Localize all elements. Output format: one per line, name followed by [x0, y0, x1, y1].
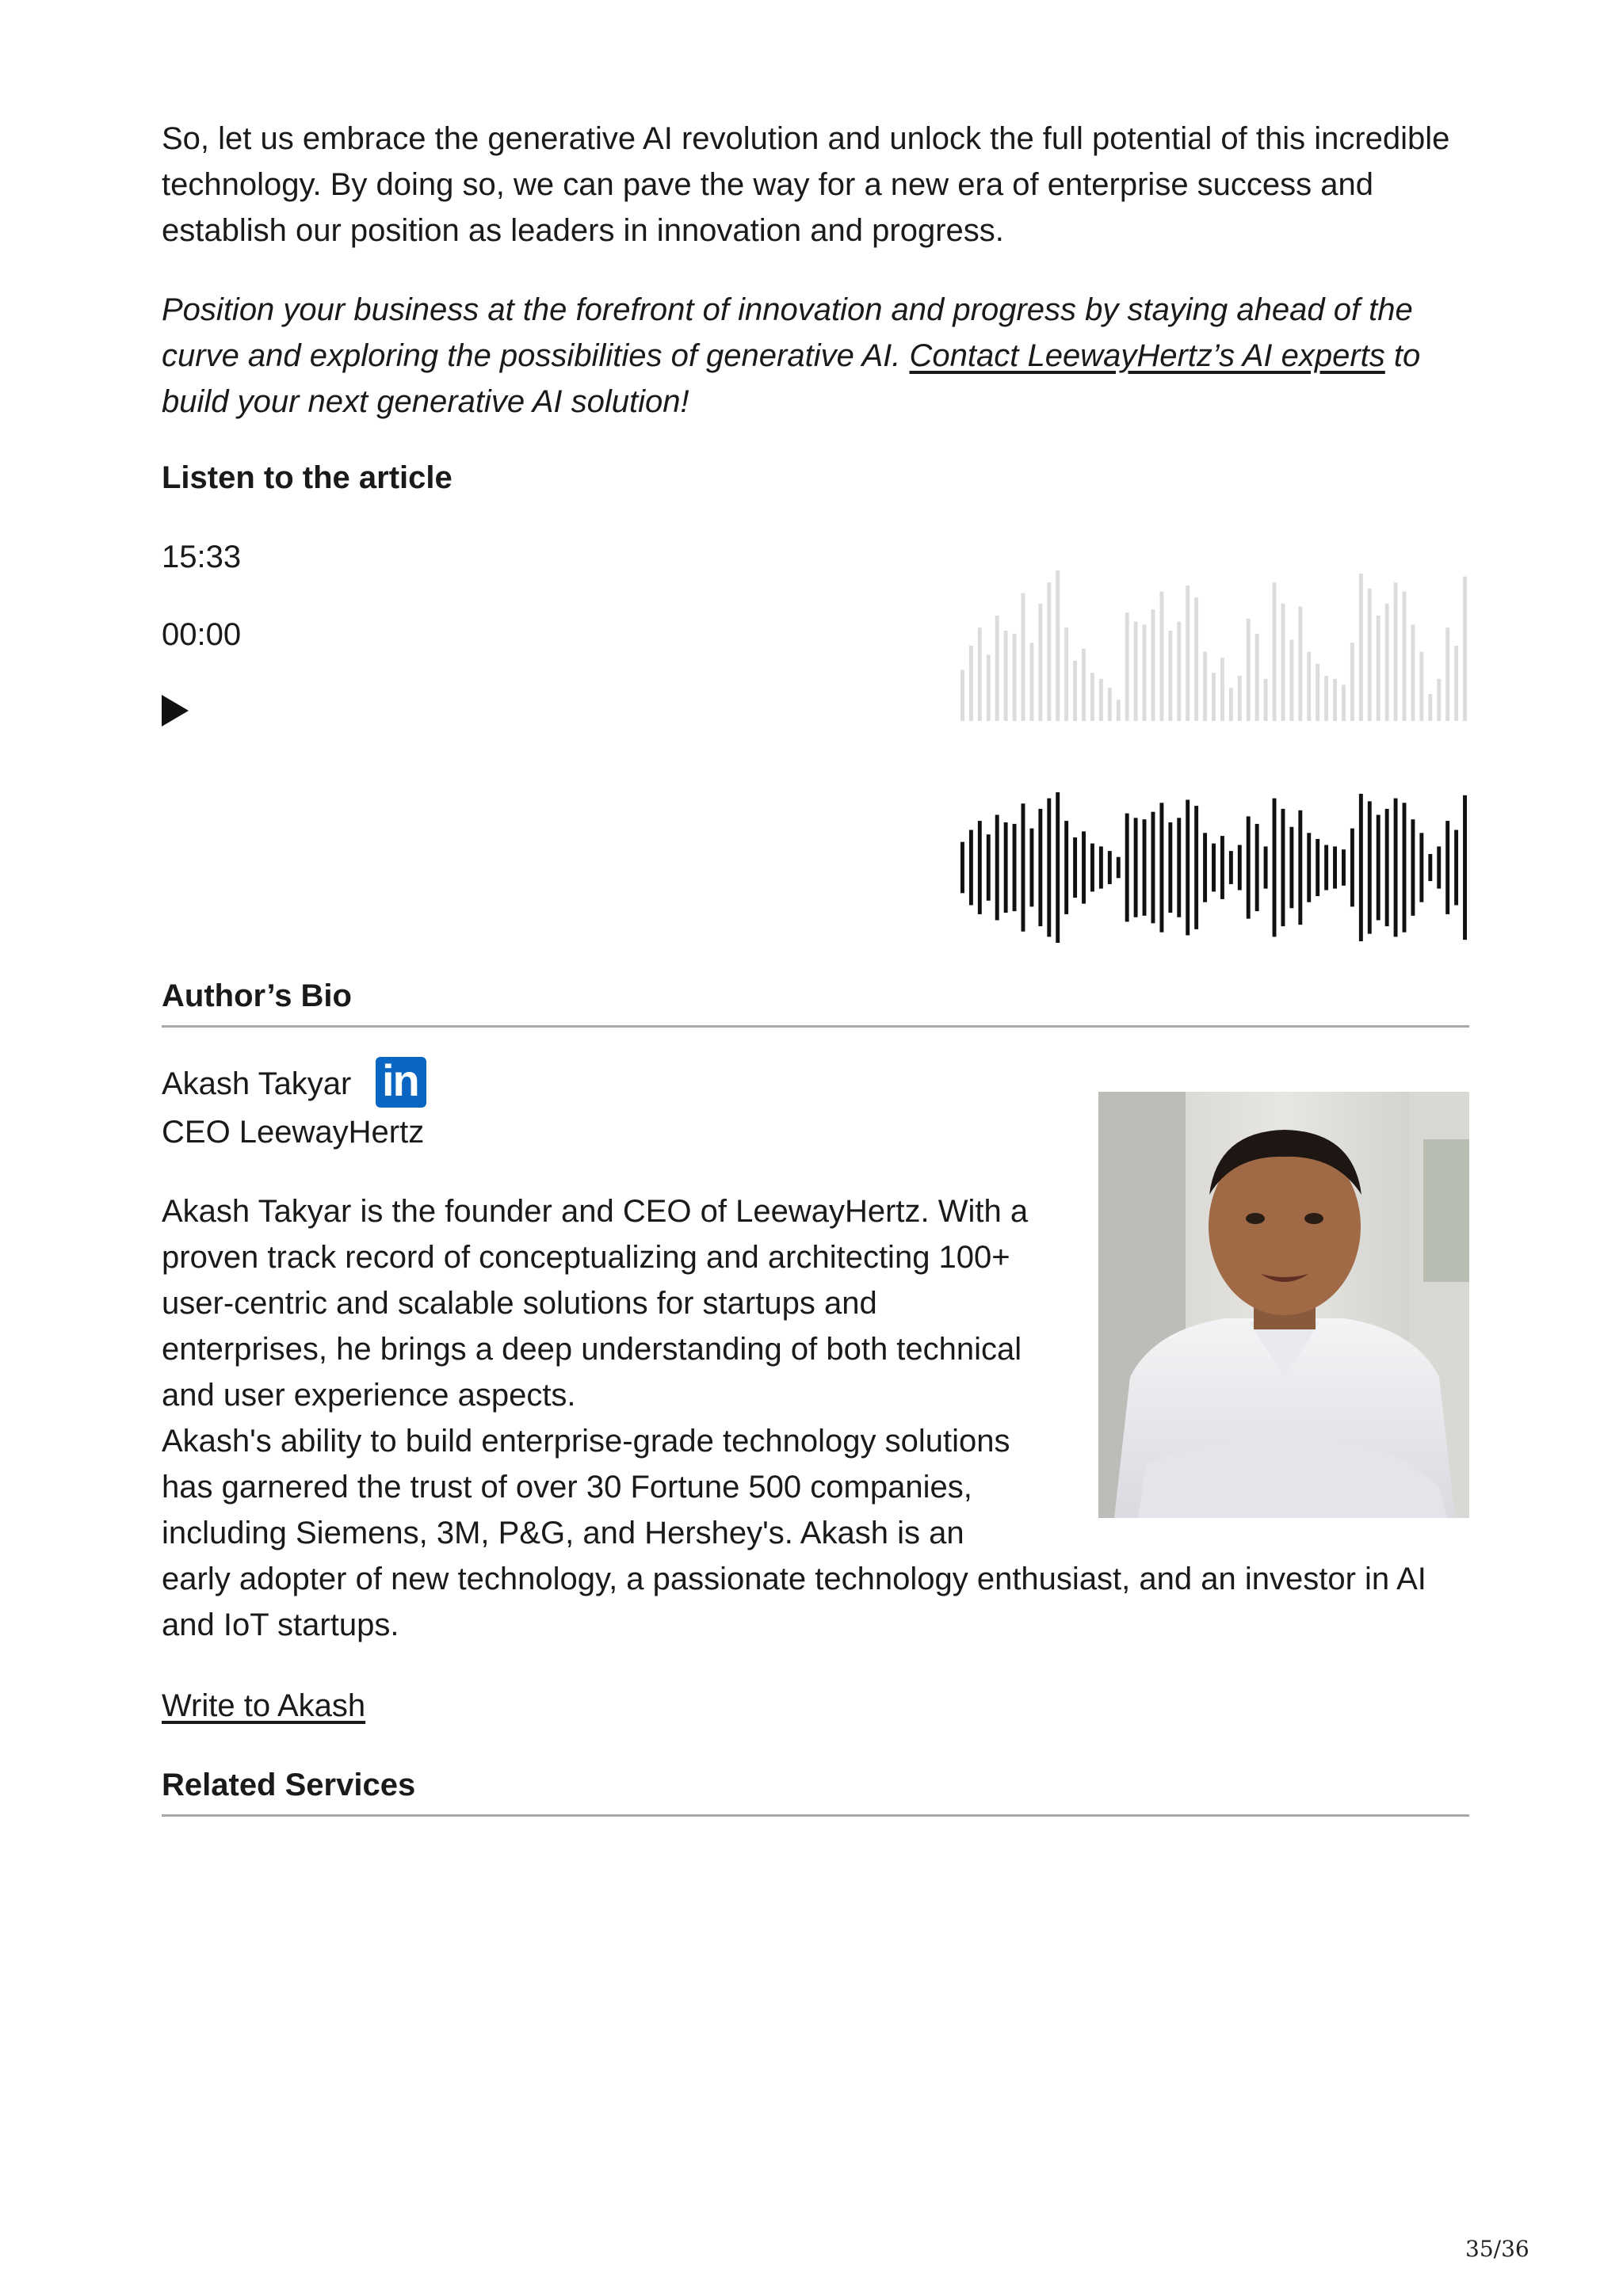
waveform-bar — [1029, 829, 1033, 907]
waveform-bar — [1342, 849, 1346, 886]
waveform-bar — [1247, 816, 1251, 918]
contact-experts-link[interactable]: Contact LeewayHertz’s AI experts — [909, 338, 1385, 373]
waveform-reflection-bar — [1437, 679, 1441, 721]
waveform-reflection-bar — [1264, 679, 1268, 721]
waveform-bar — [1004, 822, 1008, 913]
play-icon — [162, 695, 189, 727]
waveform-bar — [1273, 799, 1277, 937]
waveform-bar — [1134, 818, 1138, 917]
waveform-reflection-bar — [1064, 627, 1068, 721]
waveform-bar — [1454, 830, 1458, 906]
waveform-bar — [1194, 806, 1198, 929]
waveform-reflection-bar — [1047, 582, 1051, 721]
waveform-bar — [1298, 810, 1302, 925]
waveform-reflection-bar — [1359, 574, 1363, 721]
waveform-reflection-bar — [1428, 694, 1432, 721]
waveform-reflection-bar — [1229, 688, 1233, 721]
waveform-reflection-bar — [1212, 673, 1216, 721]
waveform-bar — [1212, 844, 1216, 892]
waveform-bar — [1385, 809, 1389, 926]
waveform-reflection-bar — [1099, 679, 1103, 721]
waveform-reflection-bar — [1108, 688, 1112, 721]
waveform-bar — [1437, 846, 1441, 888]
waveform-reflection-bar — [1403, 592, 1407, 721]
waveform-reflection-bar — [1273, 582, 1277, 721]
page-number: 35/36 — [1465, 2236, 1529, 2262]
waveform-reflection-bar — [1143, 624, 1147, 721]
waveform-reflection-bar — [1056, 570, 1060, 721]
waveform-bar — [1419, 833, 1423, 902]
waveform-reflection-bar — [1419, 652, 1423, 721]
waveform-reflection-graphic — [958, 563, 1469, 721]
waveform-graphic — [958, 788, 1469, 947]
waveform-reflection-bar — [1350, 643, 1354, 721]
waveform-reflection-bar — [1342, 685, 1346, 721]
waveform-reflection-bar — [978, 627, 982, 721]
author-bio-heading: Author’s Bio — [162, 978, 352, 1013]
waveform-bar — [1090, 844, 1094, 892]
waveform-bar — [1289, 827, 1293, 909]
waveform-bar — [1377, 815, 1381, 921]
waveform-reflection-bar — [1445, 627, 1449, 721]
waveform-reflection-bar — [1022, 593, 1025, 722]
waveform-reflection-bar — [1134, 622, 1138, 721]
related-services-divider — [162, 1814, 1469, 1817]
author-bio-paragraph-2: Akash's ability to build enterprise-grade technology solutions has garnered the trust of over 30 Fortune 500 companies, including Siemens, 3M, P&G, and Hershey's. Akash is an — [162, 1424, 1010, 1550]
waveform-bar — [1264, 846, 1268, 888]
waveform-bar — [1117, 857, 1121, 879]
audio-waveform[interactable] — [958, 788, 1469, 947]
waveform-bar — [987, 834, 991, 901]
waveform-bar — [1255, 824, 1259, 911]
waveform-bar — [1359, 794, 1363, 941]
waveform-reflection — [958, 563, 1469, 721]
waveform-bar — [1082, 831, 1086, 903]
waveform-bar — [1220, 836, 1224, 899]
waveform-reflection-bar — [1029, 643, 1033, 721]
waveform-reflection-bar — [1013, 634, 1017, 721]
waveform-bar — [1229, 851, 1233, 884]
waveform-bar — [1281, 809, 1285, 926]
waveform-bar — [1186, 800, 1190, 936]
waveform-reflection-bar — [1186, 585, 1190, 721]
waveform-reflection-bar — [1255, 634, 1259, 721]
waveform-bar — [1038, 809, 1042, 926]
waveform-bar — [1403, 803, 1407, 932]
linkedin-icon[interactable]: in — [376, 1057, 426, 1108]
waveform-reflection-bar — [1117, 700, 1121, 721]
waveform-bar — [995, 815, 999, 921]
waveform-bar — [1445, 821, 1449, 914]
waveform-bar — [1350, 829, 1354, 907]
waveform-bar — [960, 842, 964, 894]
waveform-bar — [1177, 818, 1181, 917]
waveform-reflection-bar — [1073, 661, 1077, 721]
waveform-bar — [1428, 854, 1432, 881]
cta-text-after: to build your next generative AI solution! — [162, 338, 1421, 419]
waveform-bar — [1013, 824, 1017, 911]
waveform-bar — [1056, 792, 1060, 943]
waveform-reflection-bar — [1289, 639, 1293, 721]
waveform-reflection-bar — [1385, 604, 1389, 721]
waveform-bar — [1333, 846, 1337, 888]
waveform-bar — [1064, 821, 1068, 914]
related-services-heading: Related Services — [162, 1768, 416, 1802]
write-to-akash-link[interactable]: Write to Akash — [162, 1688, 366, 1723]
waveform-reflection-bar — [1247, 619, 1251, 721]
author-title: CEO LeewayHertz — [162, 1115, 425, 1150]
waveform-reflection-bar — [1307, 652, 1311, 721]
waveform-bar — [1324, 845, 1328, 891]
waveform-reflection-bar — [1038, 604, 1042, 721]
waveform-bar — [1047, 799, 1051, 937]
author-name: Akash Takyar — [162, 1066, 352, 1101]
waveform-bar — [1168, 822, 1172, 913]
author-bio-divider — [162, 1025, 1469, 1028]
waveform-bar — [1307, 833, 1311, 902]
author-bio-text — [162, 1188, 1469, 1648]
waveform-bar — [1238, 845, 1242, 891]
waveform-reflection-bar — [1159, 592, 1163, 721]
waveform-bar — [978, 821, 982, 914]
waveform-bar — [1463, 795, 1467, 940]
waveform-reflection-bar — [969, 646, 973, 721]
play-button[interactable] — [162, 692, 193, 729]
waveform-bar — [1203, 833, 1207, 902]
waveform-bar — [1159, 803, 1163, 932]
waveform-bar — [1073, 837, 1077, 898]
waveform-reflection-bar — [1454, 646, 1458, 721]
waveform-reflection-bar — [1394, 582, 1398, 721]
waveform-reflection-bar — [1177, 622, 1181, 721]
waveform-bar — [1022, 803, 1025, 932]
waveform-bar — [1394, 799, 1398, 937]
waveform-reflection-bar — [1082, 649, 1086, 721]
closing-paragraph: So, let us embrace the generative AI revolution and unlock the full potential of this incredible technology. By doing so, we can pave the way for a new era of enterprise success and establish our position as leaders in innovation and progress. — [162, 121, 1450, 248]
waveform-bar — [1411, 819, 1415, 916]
waveform-bar — [1143, 819, 1147, 916]
author-bio-paragraph-1: Akash Takyar is the founder and CEO of LeewayHertz. With a proven track record of conceptualizing and architecting 100+ user-centric and scalable solutions for startups and enterprises, he brings a deep understanding of both technical and user experience aspects. — [162, 1194, 1029, 1413]
waveform-bar — [1099, 846, 1103, 888]
author-bio-paragraph-2-continued: early adopter of new technology, a passionate technology enthusiast, and an investor in AI and IoT startups. — [162, 1562, 1426, 1642]
cta-text-before: Position your business at the forefront of innovation and progress by staying ahead of the curve and exploring the possibilities of generative AI. — [162, 292, 1413, 373]
cta-paragraph — [162, 287, 1469, 425]
waveform-reflection-bar — [1333, 679, 1337, 721]
waveform-reflection-bar — [1220, 658, 1224, 721]
waveform-reflection-bar — [995, 616, 999, 721]
audio-duration: 15:33 — [162, 540, 242, 574]
waveform-reflection-bar — [1203, 652, 1207, 721]
listen-heading: Listen to the article — [162, 460, 453, 495]
waveform-reflection-bar — [1151, 609, 1155, 721]
audio-current-time: 00:00 — [162, 617, 242, 652]
waveform-reflection-bar — [1168, 631, 1172, 721]
waveform-bar — [1151, 812, 1155, 924]
waveform-reflection-bar — [1090, 673, 1094, 721]
waveform-reflection-bar — [987, 654, 991, 721]
waveform-bar — [1125, 814, 1129, 922]
waveform-reflection-bar — [1324, 676, 1328, 721]
waveform-reflection-bar — [1004, 631, 1008, 721]
waveform-reflection-bar — [1463, 577, 1467, 721]
waveform-bar — [1316, 839, 1319, 896]
waveform-reflection-bar — [960, 669, 964, 721]
waveform-reflection-bar — [1125, 612, 1129, 721]
waveform-reflection-bar — [1194, 597, 1198, 721]
waveform-reflection-bar — [1298, 607, 1302, 721]
waveform-reflection-bar — [1377, 616, 1381, 721]
waveform-reflection-bar — [1316, 664, 1319, 721]
waveform-bar — [969, 830, 973, 906]
waveform-reflection-bar — [1411, 624, 1415, 721]
waveform-bar — [1108, 851, 1112, 884]
waveform-reflection-bar — [1238, 676, 1242, 721]
waveform-bar — [1368, 801, 1372, 933]
waveform-reflection-bar — [1281, 604, 1285, 721]
waveform-reflection-bar — [1368, 589, 1372, 721]
